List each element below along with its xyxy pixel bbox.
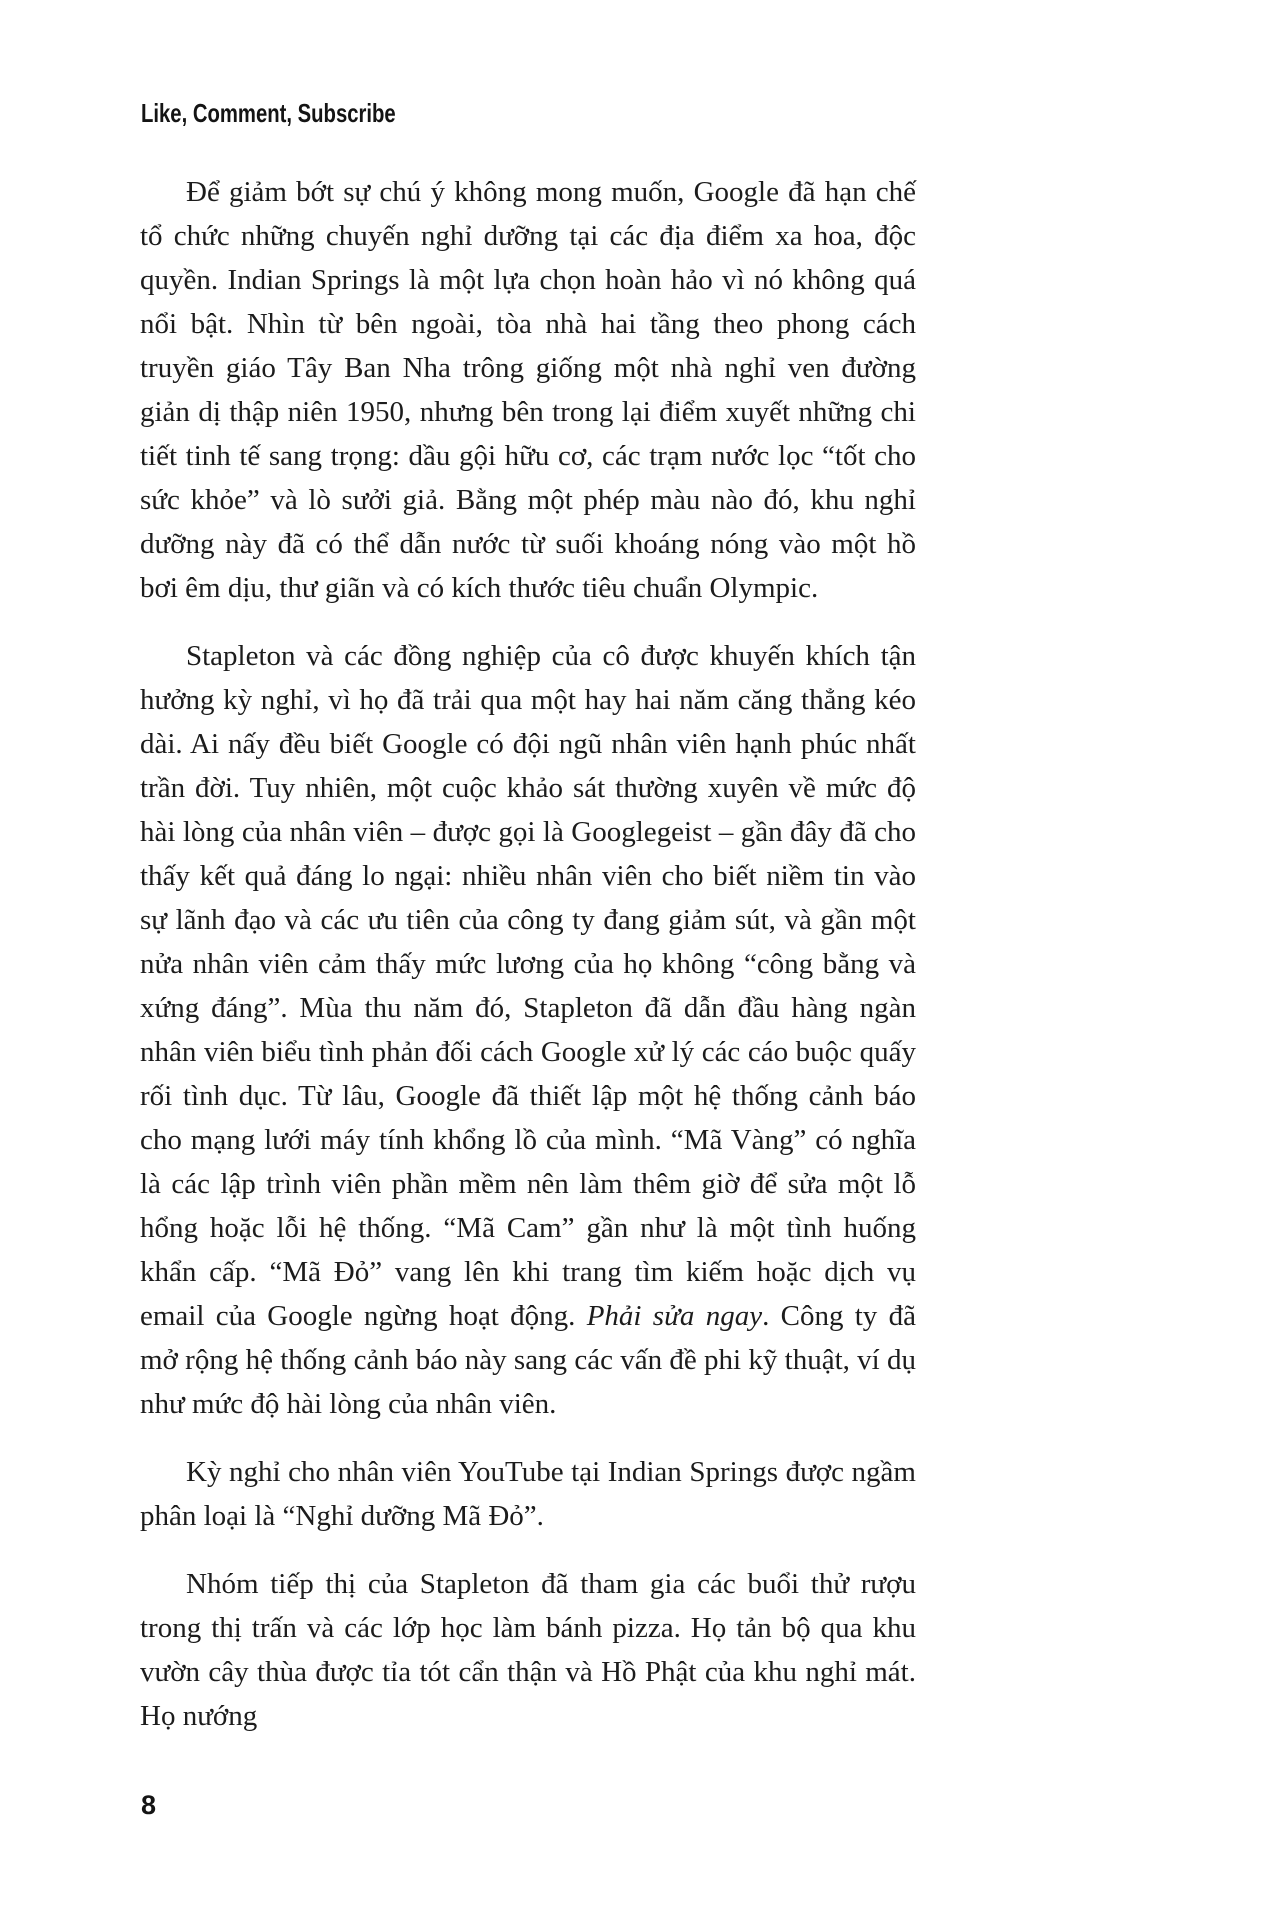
page-number: 8 (141, 1790, 157, 1820)
body-text (140, 170, 916, 1762)
paragraph (140, 1562, 916, 1738)
text-run: . Công ty đã mở rộng hệ thống cảnh báo này sang các vấn đề phi kỹ thuật, ví dụ như mức độ hài lòng của nhân viên. (140, 1300, 916, 1420)
text-run: Stapleton và các đồng nghiệp của cô được khuyến khích tận hưởng kỳ nghỉ, vì họ đã trải qua một hay hai năm căng thẳng kéo dài. Ai nấy đều biết Google có đội ngũ nhân viên hạnh phúc nhất trần đời. Tuy nhiên, một cuộc khảo sát thường xuyên về mức độ hài lòng của nhân viên – được gọi là Googlegeist – gần đây đã cho thấy kết quả đáng lo ngại: nhiều nhân viên cho biết niềm tin vào sự lãnh đạo và các ưu tiên của công ty đang giảm sút, và gần một nửa nhân viên cảm thấy mức lương của họ không “công bằng và xứng đáng”. Mùa thu năm đó, Stapleton đã dẫn đầu hàng ngàn nhân viên biểu tình phản đối cách Google xử lý các cáo buộc quấy rối tình dục. Từ lâu, Google đã thiết lập một hệ thống cảnh báo cho mạng lưới máy tính khổng lồ của mình. “Mã Vàng” có nghĩa là các lập trình viên phần mềm nên làm thêm giờ để sửa một lỗ hổng hoặc lỗi hệ thống. “Mã Cam” gần như là một tình huống khẩn cấp. “Mã Đỏ” vang lên khi trang tìm kiếm hoặc dịch vụ email của Google ngừng hoạt động. (140, 640, 916, 1332)
text-run: Kỳ nghỉ cho nhân viên YouTube tại Indian Springs được ngầm phân loại là “Nghỉ dưỡng Mã Đỏ”. (140, 1456, 916, 1532)
text-run: Nhóm tiếp thị của Stapleton đã tham gia các buổi thử rượu trong thị trấn và các lớp học làm bánh pizza. Họ tản bộ qua khu vườn cây thùa được tỉa tót cẩn thận và Hồ Phật của khu nghỉ mát. Họ nướng (140, 1568, 916, 1732)
running-header: Like, Comment, Subscribe (141, 98, 396, 128)
italic-phrase: Phải sửa ngay (586, 1300, 763, 1332)
paragraph (140, 170, 916, 610)
paragraph (140, 1450, 916, 1538)
paragraph (140, 634, 916, 1426)
text-run: Để giảm bớt sự chú ý không mong muốn, Google đã hạn chế tổ chức những chuyến nghỉ dưỡng tại các địa điểm xa hoa, độc quyền. Indian Springs là một lựa chọn hoàn hảo vì nó không quá nổi bật. Nhìn từ bên ngoài, tòa nhà hai tầng theo phong cách truyền giáo Tây Ban Nha trông giống một nhà nghỉ ven đường giản dị thập niên 1950, nhưng bên trong lại điểm xuyết những chi tiết tinh tế sang trọng: dầu gội hữu cơ, các trạm nước lọc “tốt cho sức khỏe” và lò sưởi giả. Bằng một phép màu nào đó, khu nghỉ dưỡng này đã có thể dẫn nước từ suối khoáng nóng vào một hồ bơi êm dịu, thư giãn và có kích thước tiêu chuẩn Olympic. (140, 176, 916, 604)
